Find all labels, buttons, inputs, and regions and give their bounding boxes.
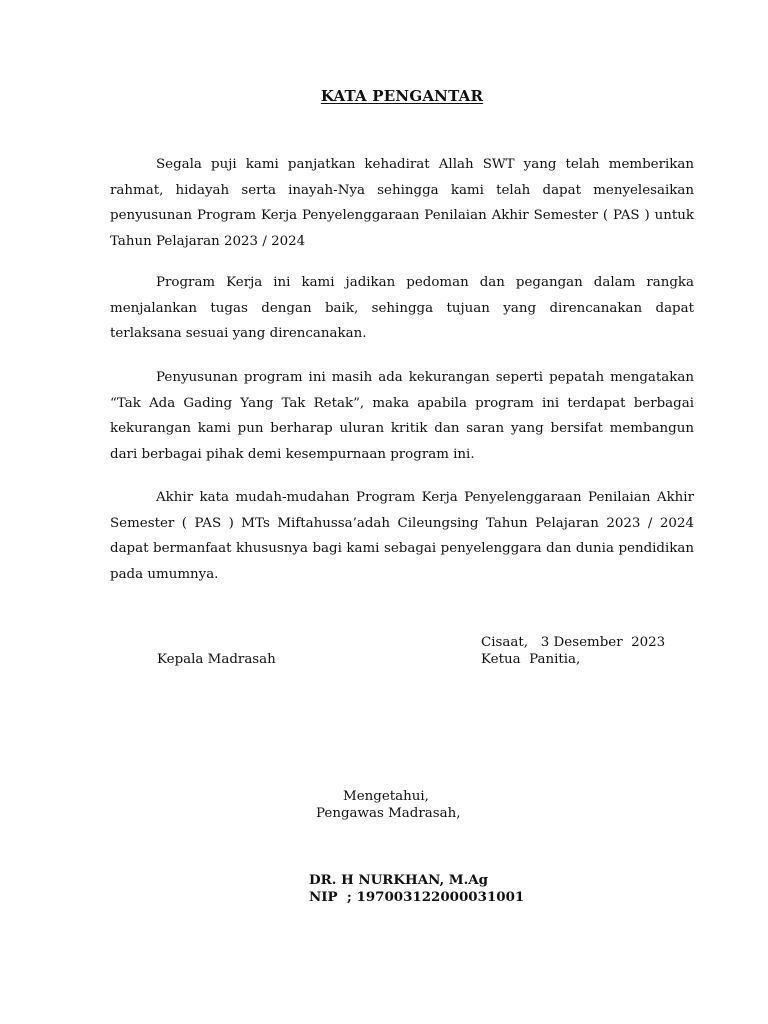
left-signer-role: Kepala Madrasah bbox=[157, 652, 276, 667]
supervisor-name: DR. H NURKHAN, M.Ag bbox=[309, 872, 489, 888]
paragraph-4: Akhir kata mudah-mudahan Program Kerja Penyelenggaraan Penilaian Akhir Semester ( PAS ) MTs Miftahussa’adah Cileungsing Tahun Pelajaran 2023 / 2024 dapat bermanfaat khususnya bagi kami sebagai penyelenggara dan dunia pendidikan pada umumnya. bbox=[110, 490, 694, 582]
supervisor-nip: NIP ; 197003122000031001 bbox=[309, 889, 525, 905]
document-title: KATA PENGANTAR bbox=[320, 87, 484, 105]
paragraph-1: Segala puji kami panjatkan kehadirat Allah SWT yang telah memberikan rahmat, hidayah serta inayah-Nya sehingga kami telah dapat menyelesaikan penyusunan Program Kerja Penyelenggaraan Penilaian Akhir Semester ( PAS ) untuk Tahun Pelajaran 2023 / 2024 bbox=[110, 157, 694, 249]
supervisor-role: Pengawas Madrasah, bbox=[316, 806, 461, 821]
paragraph-3: Penyusunan program ini masih ada kekurangan seperti pepatah mengatakan “Tak Ada Gading Yang Tak Retak”, maka apabila program ini terdapat berbagai kekurangan kami pun berharap uluran kritik dan saran yang bersifat membangun dari berbagai pihak demi kesempurnaan program ini. bbox=[110, 370, 694, 462]
right-signer-role: Ketua Panitia, bbox=[481, 652, 581, 667]
place-date: Cisaat, 3 Desember 2023 bbox=[481, 635, 666, 650]
acknowledge-label: Mengetahui, bbox=[343, 789, 429, 804]
paragraph-2: Program Kerja ini kami jadikan pedoman dan pegangan dalam rangka menjalankan tugas dengan baik, sehingga tujuan yang direncanakan dapat terlaksana sesuai yang direncanakan. bbox=[110, 275, 694, 341]
